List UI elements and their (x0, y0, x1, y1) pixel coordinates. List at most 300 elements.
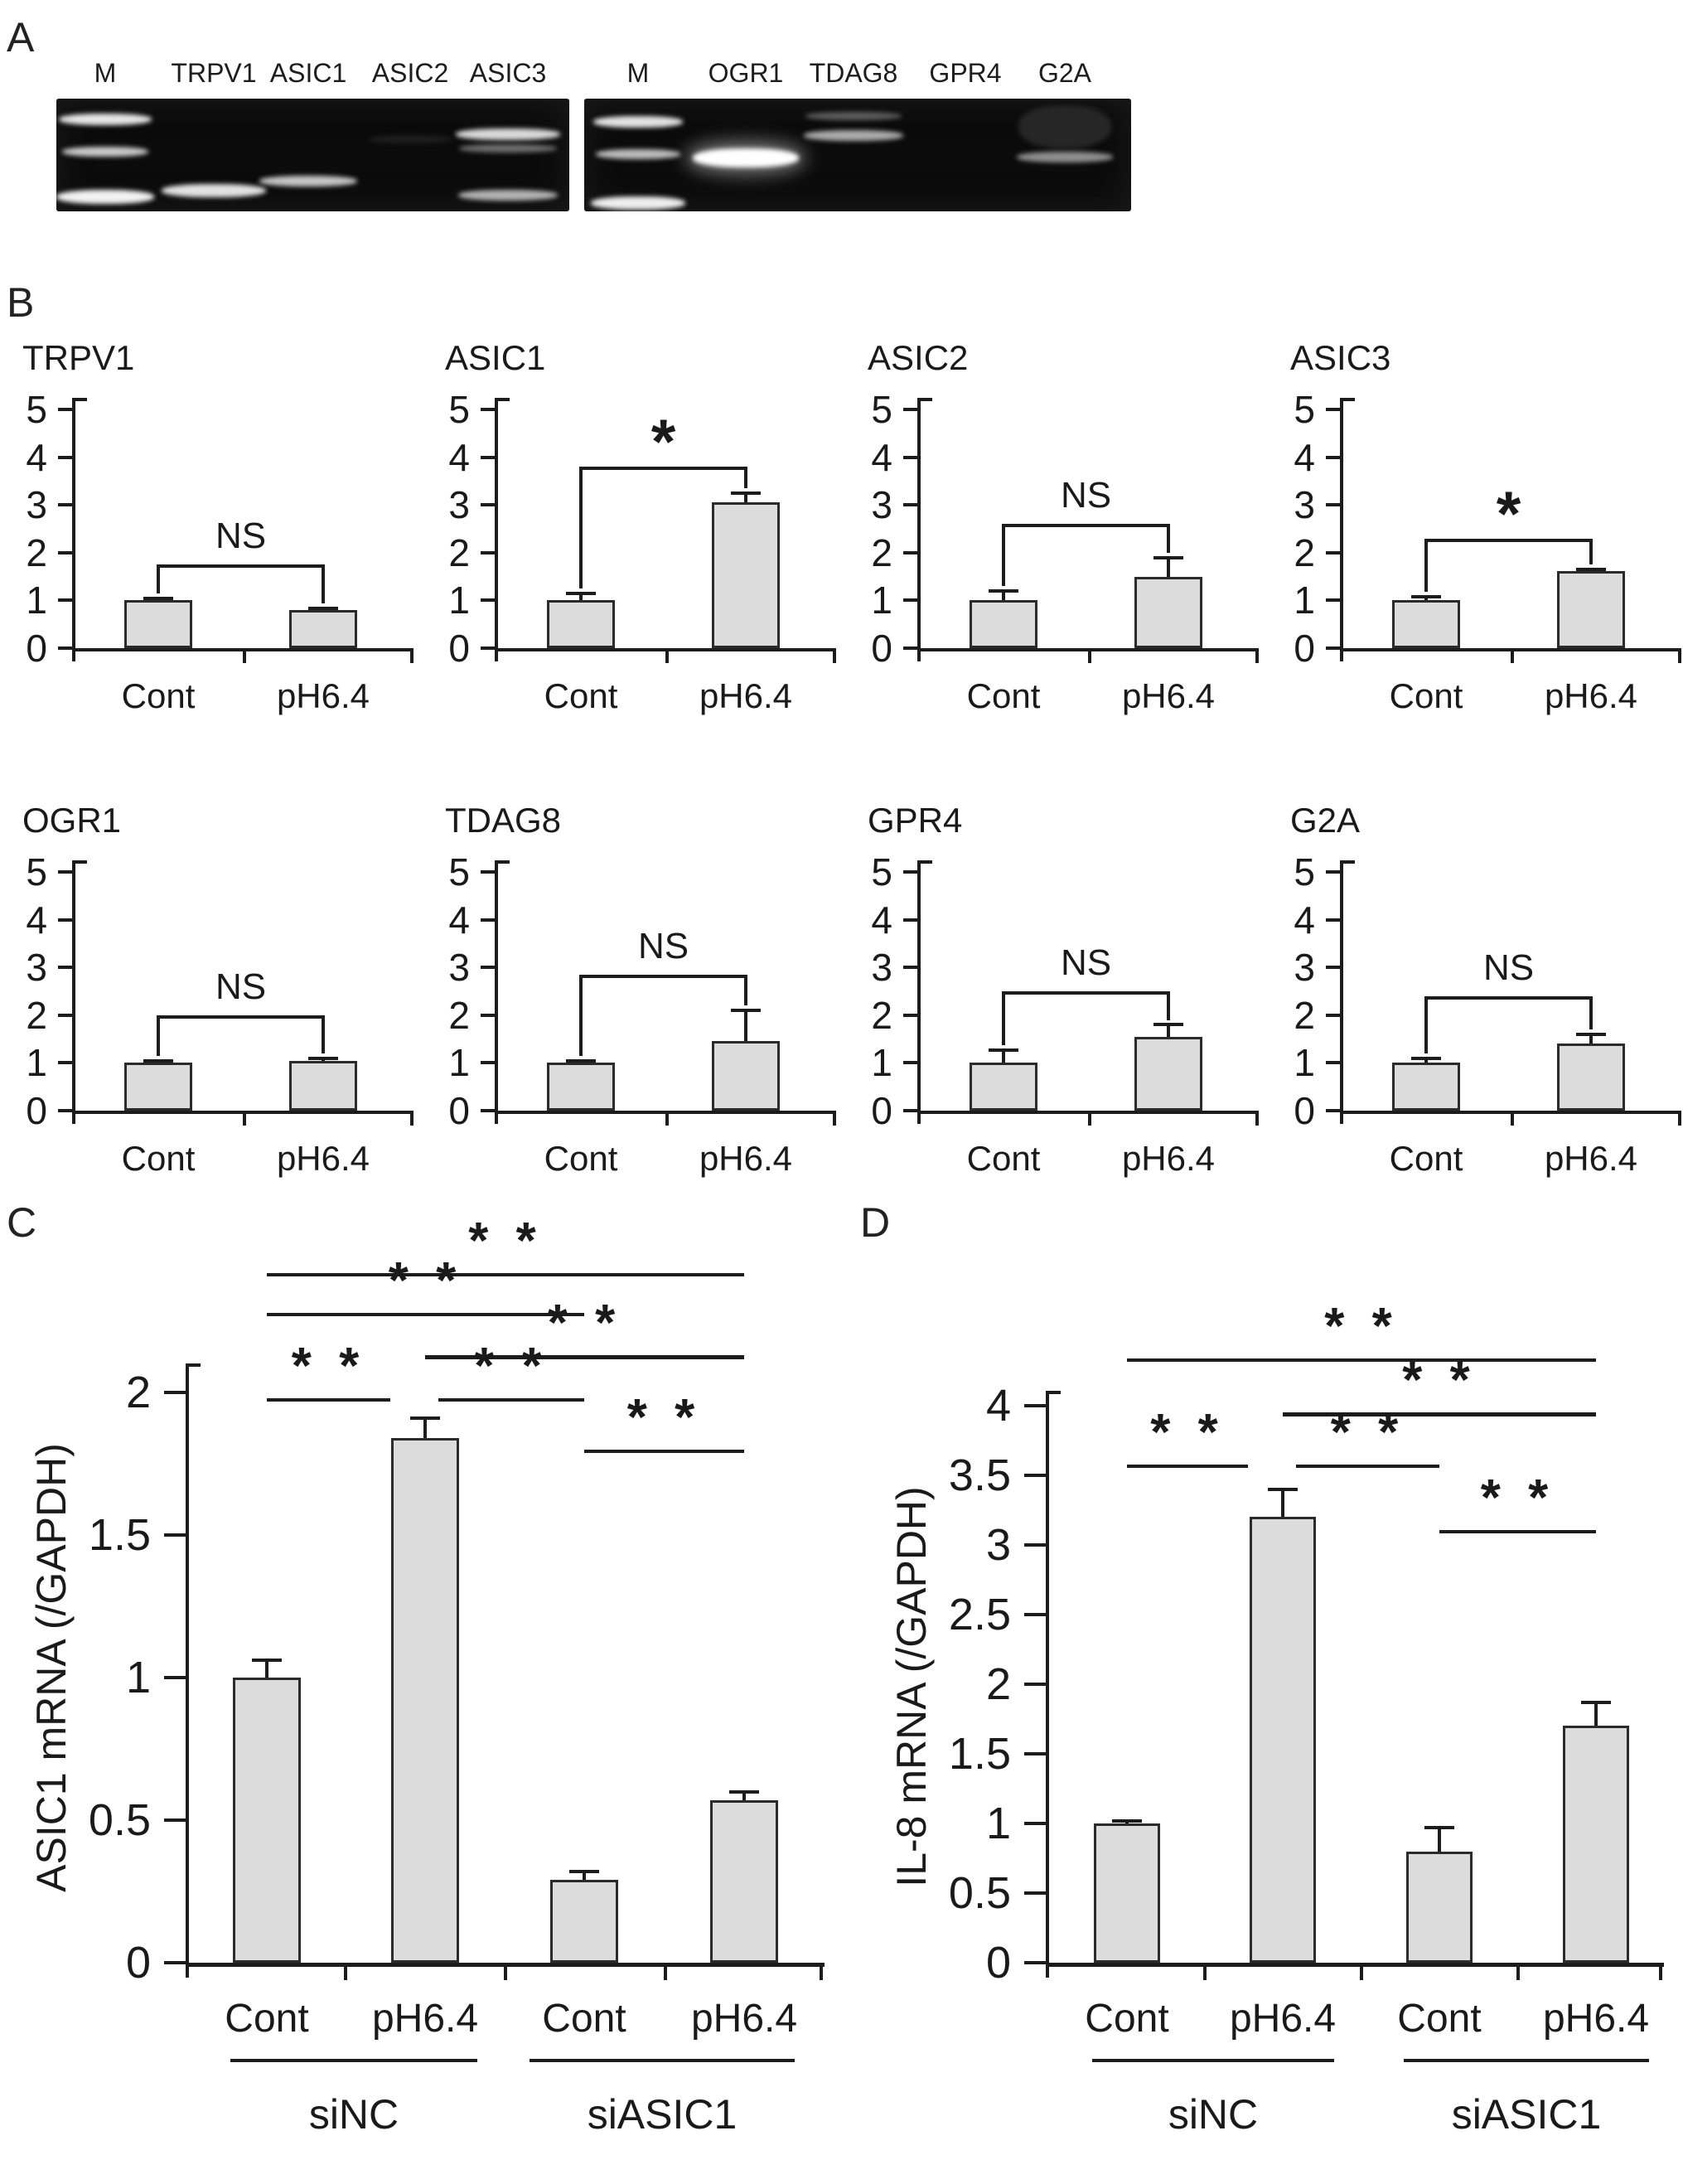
axis-end-tick (833, 1114, 836, 1126)
sig-label: NS (1060, 475, 1112, 516)
y-tick (481, 551, 495, 554)
sig-bracket-arm (322, 1015, 325, 1054)
gel-band (459, 144, 557, 153)
y-tick-label: 4 (871, 435, 892, 479)
y-tick (1326, 1061, 1340, 1064)
axis-mid-tick (1088, 651, 1091, 663)
chart-asic3 (1270, 325, 1683, 756)
y-tick-label: 5 (448, 388, 470, 431)
error-cap (729, 1790, 759, 1794)
y-tick-label: 2 (26, 530, 47, 574)
y-axis (495, 860, 498, 1124)
y-tick (58, 966, 72, 969)
y-tick-label: 1 (985, 1799, 1011, 1848)
sig-bracket-arm (1424, 996, 1428, 1053)
y-tick-label: 0 (26, 1089, 47, 1132)
y-tick-label: 1.5 (948, 1729, 1011, 1779)
error-cap (566, 1059, 596, 1063)
y-tick (903, 646, 917, 650)
chart-title: ASIC2 (868, 338, 969, 377)
y-tick (903, 456, 917, 459)
bar (1392, 600, 1460, 648)
error-bar (1167, 1024, 1170, 1036)
x-category-label: pH6.4 (371, 1997, 479, 2041)
y-tick (58, 918, 72, 922)
bar (1250, 1517, 1316, 1963)
y-tick-label: 5 (448, 850, 470, 893)
axis-below-tick (1516, 1967, 1520, 1980)
y-tick (903, 408, 917, 411)
y-tick-label: 2 (125, 1368, 151, 1417)
y-axis (1340, 860, 1343, 1124)
y-tick (164, 1818, 186, 1822)
y-tick (1326, 966, 1340, 969)
error-bar (1281, 1489, 1284, 1518)
sig-line (1127, 1358, 1596, 1363)
sig-bracket (1426, 996, 1591, 1000)
y-tick (1326, 1109, 1340, 1112)
gel-lane-label: M (626, 58, 650, 88)
sig-stars: * * (1330, 1403, 1405, 1461)
x-category-label: pH6.4 (1121, 1139, 1216, 1178)
y-axis-hook (917, 860, 932, 864)
error-cap (569, 1870, 599, 1873)
x-category-label: Cont (544, 676, 618, 715)
y-tick (1326, 918, 1340, 922)
y-tick-label: 4 (448, 435, 470, 479)
error-bar (744, 1010, 747, 1041)
y-tick (58, 408, 72, 411)
y-tick-label: 0 (871, 1089, 892, 1132)
error-cap (1576, 1033, 1606, 1036)
bar (1557, 1044, 1625, 1111)
axis-end-tick (1678, 1114, 1681, 1126)
y-axis (72, 860, 75, 1124)
y-tick (903, 1109, 917, 1112)
y-tick (58, 1014, 72, 1017)
y-tick (903, 503, 917, 506)
y-tick (1024, 1474, 1046, 1477)
gel-band (591, 196, 685, 210)
y-axis-hook (72, 860, 87, 864)
y-axis-label: IL-8 mRNA (/GAPDH) (888, 1486, 935, 1887)
group-underline (530, 2059, 795, 2062)
y-tick-label: 3 (448, 483, 470, 527)
sig-stars: * * (626, 1388, 702, 1446)
axis-below-tick (1203, 1967, 1207, 1980)
y-tick-label: 0 (448, 1089, 470, 1132)
y-tick-label: 0 (1294, 1089, 1315, 1132)
y-tick-label: 3 (448, 946, 470, 990)
y-tick (481, 646, 495, 650)
gel-band (596, 149, 680, 159)
y-tick-label: 5 (871, 850, 892, 893)
panel-label-b: B (7, 279, 35, 326)
bar (710, 1800, 778, 1963)
y-tick-label: 0 (1294, 627, 1315, 670)
y-tick (58, 456, 72, 459)
group-underline (1404, 2059, 1649, 2062)
y-tick (903, 1061, 917, 1064)
y-tick (1024, 1752, 1046, 1755)
bar (547, 600, 615, 648)
y-tick (1024, 1404, 1046, 1407)
gel-lane-label: G2A (1037, 58, 1092, 88)
y-tick (1024, 1683, 1046, 1686)
sig-stars: * * (547, 1295, 622, 1353)
y-tick-label: 5 (26, 850, 47, 893)
y-axis-label: ASIC1 mRNA (/GAPDH) (28, 1443, 75, 1892)
y-tick-label: 2 (26, 993, 47, 1037)
y-tick (903, 966, 917, 969)
error-cap (1424, 1826, 1454, 1829)
y-tick-label: 4 (448, 898, 470, 942)
chart-ogr1 (2, 787, 423, 1218)
chart-title: ASIC3 (1290, 338, 1391, 377)
sig-bracket-arm (1589, 539, 1593, 565)
bar (1563, 1726, 1629, 1963)
y-tick-label: 1 (871, 579, 892, 622)
y-tick-label: 4 (1294, 898, 1315, 942)
axis-mid-tick (665, 1114, 669, 1126)
axis-below-tick (1360, 1967, 1363, 1980)
y-tick-label: 0.5 (948, 1868, 1011, 1918)
chart-title: GPR4 (868, 801, 963, 840)
y-tick-label: 1 (871, 1041, 892, 1085)
chart-trpv1 (2, 325, 423, 756)
y-tick (1024, 1822, 1046, 1825)
y-tick-label: 3 (871, 483, 892, 527)
gel-band (456, 128, 560, 140)
y-axis (917, 860, 921, 1124)
y-axis-hook (1046, 1391, 1061, 1394)
sig-line (267, 1398, 390, 1402)
sig-stars: * * (388, 1252, 463, 1310)
sig-label: NS (215, 966, 267, 1007)
y-tick (903, 551, 917, 554)
sig-line (584, 1450, 744, 1454)
y-tick (1326, 551, 1340, 554)
bar (289, 1061, 357, 1111)
y-tick (58, 503, 72, 506)
x-category-label: pH6.4 (1121, 676, 1216, 715)
error-cap (989, 1048, 1018, 1052)
gel-band (369, 135, 452, 143)
y-tick (481, 1014, 495, 1017)
x-category-label: pH6.4 (690, 1997, 798, 2041)
y-tick-label: 4 (26, 435, 47, 479)
gel-band (259, 176, 357, 186)
y-tick-label: 5 (1294, 850, 1315, 893)
sig-bracket (581, 975, 746, 978)
y-tick (58, 1109, 72, 1112)
y-tick-label: 3 (985, 1520, 1011, 1570)
gel-lane-label: ASIC3 (469, 58, 547, 88)
y-tick (164, 1961, 186, 1964)
sig-bracket-arm (744, 467, 747, 488)
error-cap (731, 1009, 761, 1012)
x-axis (1046, 1963, 1664, 1967)
x-category-label: Cont (542, 1997, 626, 2041)
error-cap (1268, 1488, 1298, 1491)
y-tick (1024, 1891, 1046, 1895)
gel-lane-label: OGR1 (708, 58, 784, 88)
panel-label-c: C (7, 1199, 37, 1246)
gel-lane-label: ASIC2 (371, 58, 449, 88)
gel-lane-label: ASIC1 (269, 58, 347, 88)
y-tick-label: 0 (26, 627, 47, 670)
y-tick-label: 0 (448, 627, 470, 670)
sig-stars: * * (1324, 1297, 1399, 1355)
y-tick (1024, 1961, 1046, 1964)
chart-title: OGR1 (22, 801, 122, 840)
x-category-label: Cont (966, 676, 1041, 715)
y-tick-label: 2.5 (948, 1590, 1011, 1639)
axis-mid-tick (1511, 1114, 1514, 1126)
sig-bracket-arm (157, 564, 160, 593)
chart-tdag8 (424, 787, 845, 1218)
bar (124, 1063, 192, 1111)
x-category-label: pH6.4 (1229, 1997, 1337, 2041)
error-cap (989, 589, 1018, 593)
error-bar (1002, 1050, 1005, 1063)
sig-bracket-arm (579, 467, 583, 588)
gel-lane-label: TDAG8 (809, 58, 898, 88)
axis-below-tick (664, 1967, 667, 1980)
x-category-label: Cont (1085, 1997, 1169, 2041)
x-category-label: Cont (1389, 1139, 1463, 1178)
error-cap (308, 607, 338, 610)
sig-line (1296, 1465, 1439, 1469)
axis-end-tick (1678, 651, 1681, 663)
sig-bracket-arm (1167, 991, 1170, 1020)
y-tick-label: 0 (985, 1938, 1011, 1988)
y-tick-label: 1 (448, 1041, 470, 1085)
y-tick-label: 2 (985, 1659, 1011, 1709)
error-bar (265, 1660, 268, 1678)
sig-label: * (1496, 478, 1521, 550)
bar (233, 1678, 301, 1963)
chart-asic1 (424, 325, 845, 756)
bar (124, 600, 192, 648)
gel-band (805, 112, 902, 120)
chart-title: ASIC1 (445, 338, 546, 377)
gel-band (693, 148, 799, 167)
error-bar (1167, 558, 1170, 577)
bar (547, 1063, 615, 1111)
sig-label: NS (215, 516, 267, 557)
y-tick (481, 408, 495, 411)
error-cap (1153, 1023, 1183, 1026)
bar (712, 1041, 780, 1111)
axis-mid-tick (1088, 1114, 1091, 1126)
error-cap (1576, 568, 1606, 571)
y-tick (481, 456, 495, 459)
y-tick (481, 966, 495, 969)
error-bar (1594, 1702, 1598, 1726)
group-label: siASIC1 (587, 2091, 738, 2138)
sig-bracket (158, 564, 323, 568)
y-tick-label: 5 (26, 388, 47, 431)
sig-bracket-arm (322, 564, 325, 603)
y-tick (58, 1061, 72, 1064)
sig-bracket-arm (1002, 524, 1005, 586)
y-tick (58, 598, 72, 602)
error-cap (1411, 595, 1441, 598)
bar (391, 1438, 459, 1963)
y-tick (58, 870, 72, 874)
y-tick (1326, 456, 1340, 459)
bar (970, 600, 1037, 648)
bar (712, 502, 780, 648)
y-axis-hook (495, 398, 510, 401)
group-label: siNC (308, 2091, 399, 2138)
sig-stars: * * (474, 1337, 549, 1395)
y-tick (1326, 646, 1340, 650)
axis-mid-tick (243, 1114, 246, 1126)
group-underline (1092, 2059, 1334, 2062)
chart-title: TDAG8 (445, 801, 562, 840)
y-tick-label: 3 (26, 946, 47, 990)
y-tick-label: 5 (871, 388, 892, 431)
y-tick (1024, 1543, 1046, 1547)
x-category-label: Cont (544, 1139, 618, 1178)
y-tick (1326, 408, 1340, 411)
y-tick-label: 1 (26, 1041, 47, 1085)
error-cap (308, 1057, 338, 1060)
sig-stars: * * (1150, 1403, 1225, 1461)
bar (1557, 571, 1625, 648)
chart-gpr4 (847, 787, 1268, 1218)
axis-end-tick (410, 651, 413, 663)
axis-below-tick (1659, 1967, 1662, 1980)
error-cap (252, 1659, 282, 1662)
y-tick-label: 2 (1294, 993, 1315, 1037)
chart-title: TRPV1 (22, 338, 135, 377)
panel-label-a: A (7, 14, 35, 61)
y-tick (481, 1109, 495, 1112)
y-tick-label: 4 (26, 898, 47, 942)
gel-band (1017, 152, 1113, 162)
x-category-label: Cont (121, 1139, 196, 1178)
error-cap (566, 592, 596, 595)
x-category-label: pH6.4 (699, 676, 793, 715)
y-tick-label: 4 (871, 898, 892, 942)
y-tick-label: 0 (125, 1938, 151, 1988)
gel-band (62, 147, 148, 157)
x-category-label: Cont (225, 1997, 309, 2041)
sig-bracket-arm (1424, 539, 1428, 593)
y-tick-label: 3 (871, 946, 892, 990)
y-axis-hook (1340, 398, 1355, 401)
y-tick-label: 5 (1294, 388, 1315, 431)
y-tick-label: 1.5 (88, 1510, 151, 1560)
y-axis-hook (495, 860, 510, 864)
y-axis (917, 398, 921, 661)
y-tick (1024, 1613, 1046, 1616)
y-tick-label: 2 (1294, 530, 1315, 574)
x-category-label: Cont (121, 676, 196, 715)
y-tick (58, 551, 72, 554)
sig-label: NS (1060, 942, 1112, 983)
x-category-label: Cont (1389, 676, 1463, 715)
y-tick-label: 1 (448, 579, 470, 622)
y-tick (481, 503, 495, 506)
gel-band (56, 190, 154, 204)
error-cap (1411, 1057, 1441, 1060)
axis-below-tick (344, 1967, 347, 1980)
chart-g2a (1270, 787, 1683, 1218)
sig-label: NS (1482, 947, 1535, 988)
y-tick (903, 598, 917, 602)
error-cap (1112, 1819, 1142, 1823)
y-axis (495, 398, 498, 661)
sig-bracket (1004, 524, 1168, 527)
gel-lane-label: GPR4 (929, 58, 1002, 88)
axis-mid-tick (1511, 651, 1514, 663)
group-underline (230, 2059, 477, 2062)
y-tick (164, 1391, 186, 1394)
bar (1134, 1037, 1202, 1111)
y-tick (164, 1533, 186, 1537)
y-tick-label: 2 (871, 993, 892, 1037)
bar (1094, 1823, 1160, 1963)
gel-lane-label: TRPV1 (171, 58, 257, 88)
y-tick-label: 4 (985, 1381, 1011, 1431)
sig-stars: * * (1402, 1352, 1477, 1410)
axis-end-tick (1255, 651, 1259, 663)
x-category-label: Cont (966, 1139, 1041, 1178)
bar (550, 1880, 618, 1963)
y-tick-label: 3 (26, 483, 47, 527)
sig-bracket-arm (579, 975, 583, 1056)
sig-line (1127, 1465, 1248, 1469)
y-tick (1326, 1014, 1340, 1017)
sig-bracket-arm (157, 1015, 160, 1056)
gel-band (458, 190, 558, 201)
y-tick-label: 3 (1294, 946, 1315, 990)
sig-bracket (1004, 991, 1168, 995)
sig-bracket-arm (1002, 991, 1005, 1045)
y-tick-label: 1 (125, 1653, 151, 1702)
y-axis-hook (186, 1363, 201, 1367)
y-tick (481, 918, 495, 922)
gel-band (593, 116, 683, 128)
x-category-label: pH6.4 (1544, 1139, 1638, 1178)
y-axis (1046, 1391, 1049, 1978)
sig-bracket (158, 1015, 323, 1019)
y-tick-label: 4 (1294, 435, 1315, 479)
sig-bracket-arm (1167, 524, 1170, 553)
gel-band (1018, 105, 1111, 148)
panel-label-d: D (860, 1199, 891, 1246)
error-cap (1153, 556, 1183, 559)
sig-line (1439, 1530, 1596, 1534)
sig-stars: * * (291, 1337, 366, 1395)
group-label: siASIC1 (1451, 2091, 1602, 2138)
y-tick (1326, 598, 1340, 602)
y-tick (58, 646, 72, 650)
group-label: siNC (1168, 2091, 1259, 2138)
y-tick-label: 1 (26, 579, 47, 622)
y-tick-label: 3.5 (948, 1450, 1011, 1500)
y-tick-label: 0 (871, 627, 892, 670)
y-tick-label: 0.5 (88, 1795, 151, 1845)
error-cap (143, 1059, 173, 1063)
bar (289, 610, 357, 648)
gel-lane-label: M (94, 58, 117, 88)
y-tick (164, 1676, 186, 1679)
